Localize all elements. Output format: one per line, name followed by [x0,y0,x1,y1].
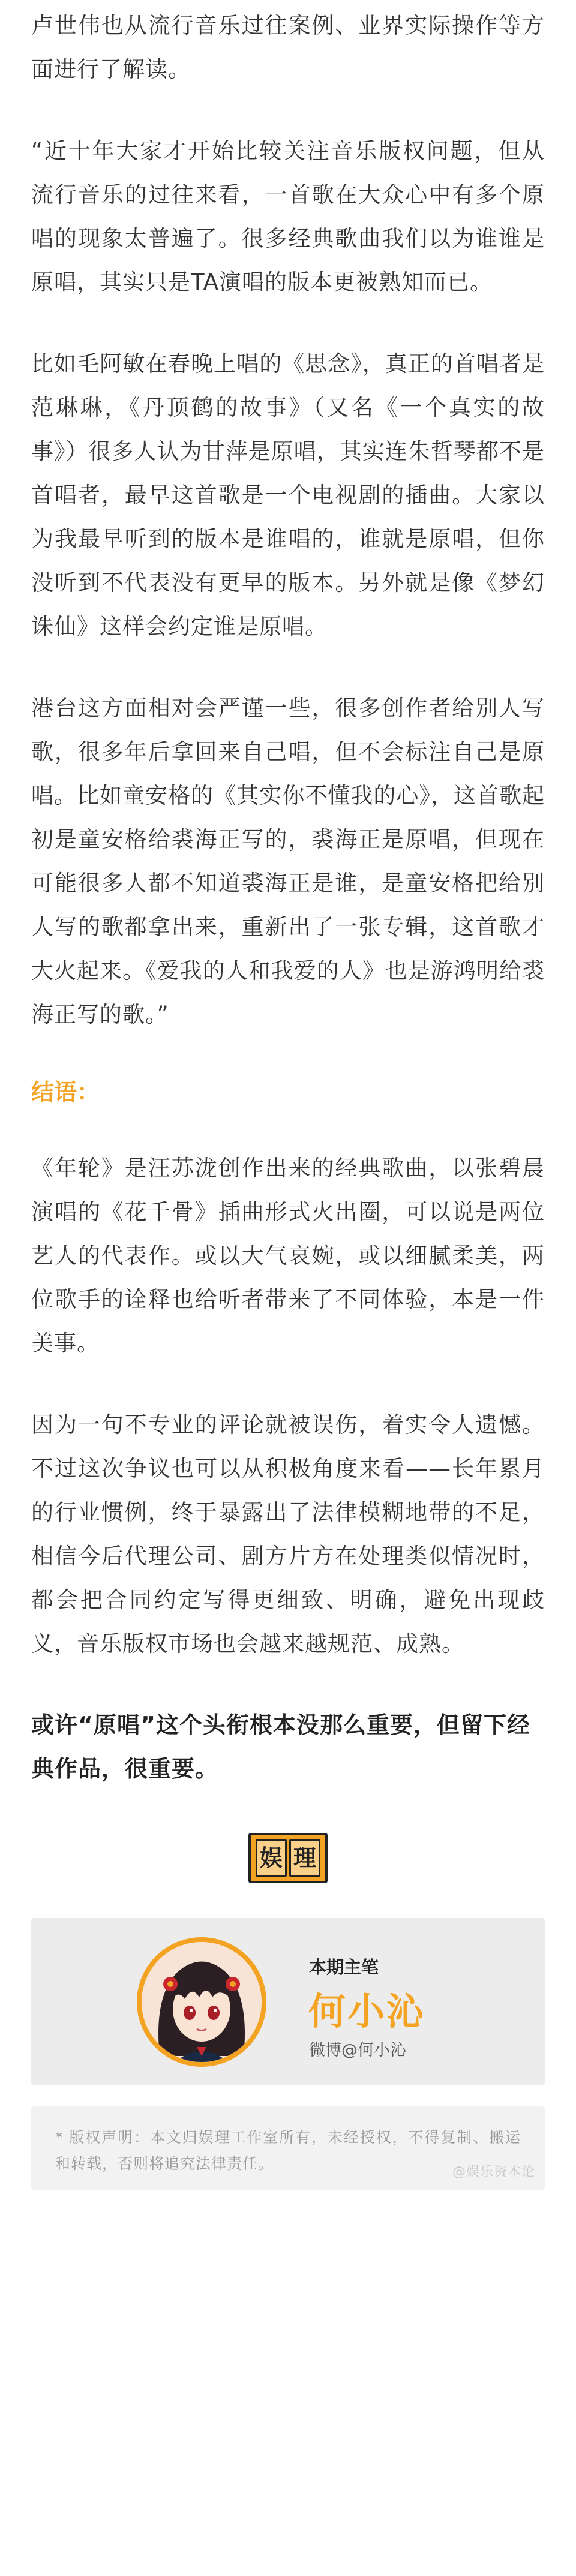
disclaimer-text: * 版权声明：本文归娱理工作室所有，未经授权，不得复制、搬运和转载，否则将追究法律责任。 [55,2129,521,2172]
closing-statement: 或许“原唱”这个头衔根本没那么重要，但留下经典作品，很重要。 [31,1712,530,1782]
conclusion-paragraph: 因为一句不专业的评论就被误伤，着实令人遗憾。不过这次争议也可以从积极角度来看——长年累月的行业惯例，终于暴露出了法律模糊地带的不足，相信今后代理公司、剧方片方在处理类似情况时，都会把合同约定写得更细致、明确，避免出现歧义，音乐版权市场也会越来越规范、成熟。 [31,1412,545,1657]
article-paragraph: 比如毛阿敏在春晚上唱的《思念》，真正的首唱者是范琳琳，《丹顶鹤的故事》（又名《一个真实的故事》）很多人认为甘萍是原唱，其实连朱哲琴都不是首唱者，最早这首歌是一个电视剧的插曲。大家以为我最早听到的版本是谁唱的，谁就是原唱，但你没听到不代表没有更早的版本。另外就是像《梦幻诛仙》这样会约定谁是原唱。 [31,351,545,639]
studio-logo-badge [248,1833,328,1883]
article-paragraph: 港台这方面相对会严谨一些，很多创作者给别人写歌，很多年后拿回来自己唱，但不会标注自己是原唱。比如童安格的《其实你不懂我的心》，这首歌起初是童安格给裘海正写的，裘海正是原唱，但现在可能很多人都不知道裘海正是谁，是童安格把给别人写的歌都拿出来，重新出了一张专辑，这首歌才大火起来。《爱我的人和我爱的人》也是游鸿明给裘海正写的歌。” [31,695,545,1027]
conclusion-paragraph: 《年轮》是汪苏泷创作出来的经典歌曲，以张碧晨演唱的《花千骨》插曲形式火出圈，可以说是两位艺人的代表作。或以大气哀婉，或以细腻柔美，两位歌手的诠释也给听者带来了不同体验，本是一件美事。 [31,1155,545,1356]
author-role: 本期主笔 [309,1957,379,1977]
author-weibo-handle: 微博@何小沁 [309,2041,406,2060]
author-avatar [142,1942,262,2062]
logo-char: 娱 [256,1839,287,1877]
author-name: 何小沁 [308,1989,426,2033]
avatar-illustration-icon [142,1942,262,2062]
conclusion-heading: 结语： [31,1079,100,1105]
avatar-ring [137,1937,266,2067]
article-paragraph: 卢世伟也从流行音乐过往案例、业界实际操作等方面进行了解读。 [31,13,545,82]
studio-logo [31,1833,545,1883]
copyright-disclaimer [31,2106,545,2190]
watermark: @娱乐资本论 [452,2165,535,2180]
author-card [31,1918,545,2085]
article-paragraph: “近十年大家才开始比较关注音乐版权问题，但从流行音乐的过往来看，一首歌在大众心中有多个原唱的现象太普遍了。很多经典歌曲我们以为谁谁是原唱，其实只是TA演唱的版本更被熟知而已。 [31,138,545,295]
logo-char: 理 [289,1839,320,1877]
